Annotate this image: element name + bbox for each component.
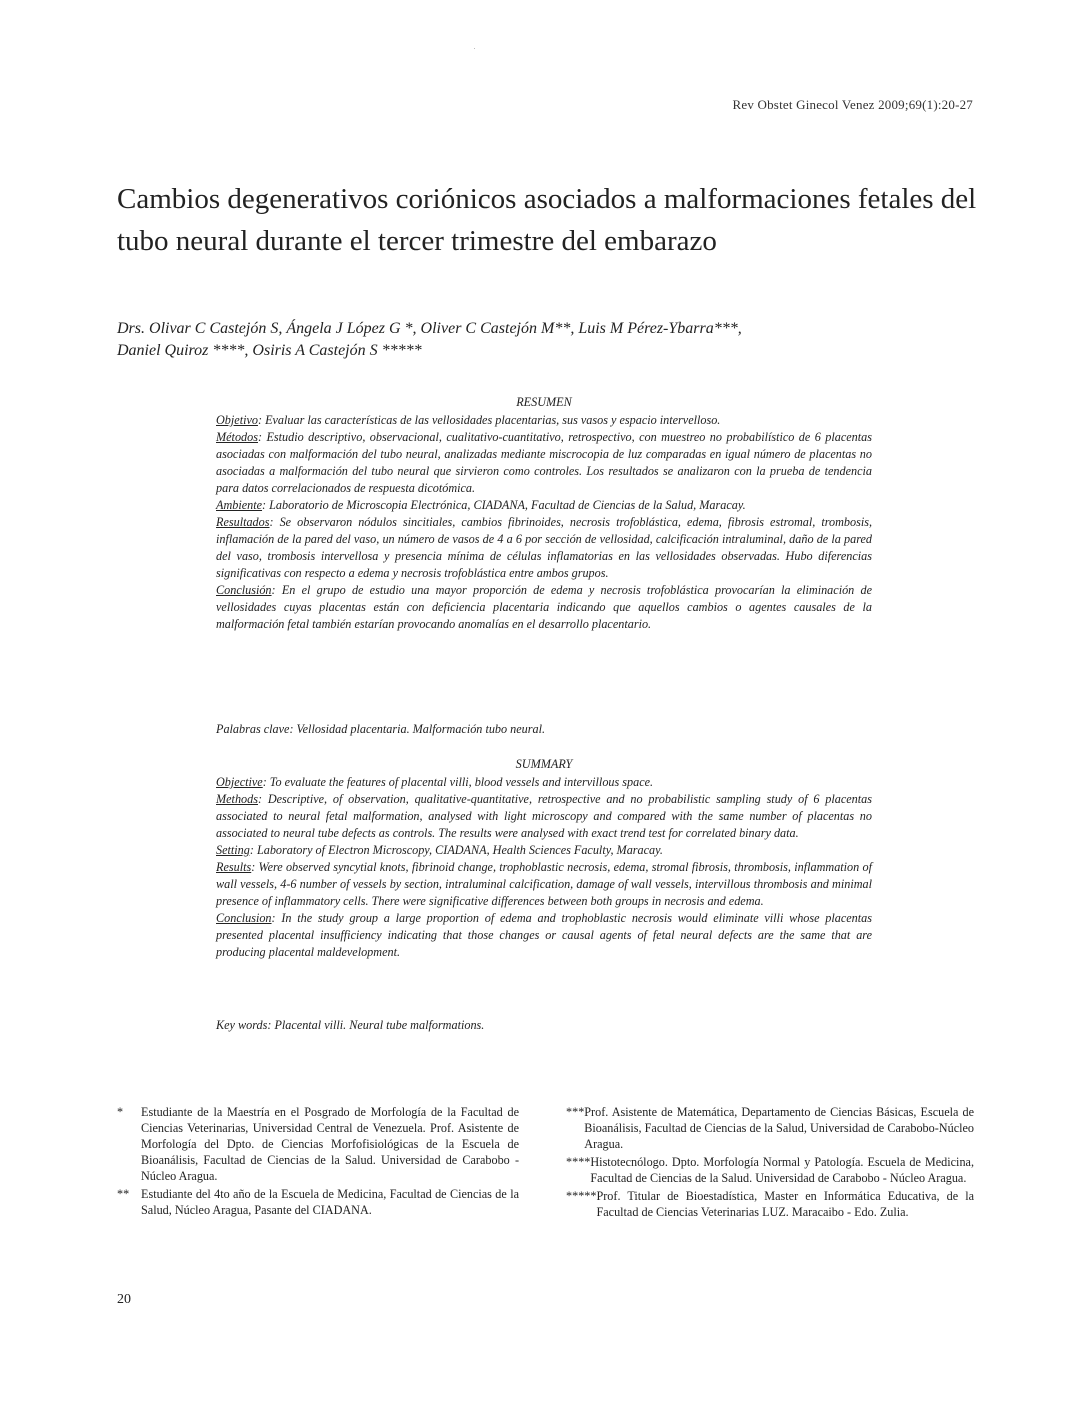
footnote-marker: ***** <box>566 1189 597 1203</box>
footnote-text: Estudiante del 4to año de la Escuela de Medicina, Facultad de Ciencias de la Salud, Núcleo Aragua, Pasante del CIADANA. <box>141 1187 519 1217</box>
resumen-metodos <box>216 429 872 497</box>
section-text: : En el grupo de estudio una mayor proporción de edema y necrosis trofoblástica provocarían la eliminación de vellosidades cuyas placentas están con deficiencia placentaria indicando que aquellos cambios o agentes causales de la malformación fetal también estarían provocando anomalías en el desarrollo placentario. <box>216 583 872 631</box>
footnote-text: Estudiante de la Maestría en el Posgrado de Morfología de la Facultad de Ciencias Veterinarias, Universidad Central de Venezuela. Prof. Asistente de Morfología del Dpto. de Ciencias Morfofisiológicas de la Escuela de Bioanálisis, Facultad de Ciencias de la Salud. Universidad de Carabobo - Núcleo Aragua. <box>141 1105 519 1183</box>
resumen-block <box>216 394 872 633</box>
resumen-objetivo <box>216 412 872 429</box>
key-words: Key words: Placental villi. Neural tube malformations. <box>216 1018 485 1032</box>
summary-heading: SUMMARY <box>515 757 573 771</box>
footnotes-left-column <box>117 1104 519 1220</box>
authors-line-1: Drs. Olivar C Castejón S, Ángela J López G *, Oliver C Castejón M**, Luis M Pérez-Ybarra***, <box>117 320 742 337</box>
summary-objective <box>216 774 872 791</box>
section-text: : Estudio descriptivo, observacional, cualitativo-cuantitativo, retrospectivo, con muestreo no probabilístico de 6 placentas asociadas con malformación del tubo neural, analizadas mediante miscrocopia de luz comparadas en igual número de placentas no asociadas a malformación del tubo neural que sirvieron como controles. Los resultados se analizaron con la prueba de tendencia para datos correlacionados de respuesta dicotómica. <box>216 430 872 495</box>
section-label: Conclusión <box>216 583 272 597</box>
section-label: Methods <box>216 792 258 806</box>
section-label: Métodos <box>216 430 258 444</box>
page-number: 20 <box>117 1292 131 1307</box>
resumen-conclusion <box>216 582 872 633</box>
section-label: Resultados <box>216 515 270 529</box>
section-label: Objetivo <box>216 413 258 427</box>
section-text: : Were observed syncytial knots, fibrinoid change, trophoblastic necrosis, edema, stromal fibrosis, thrombosis, inflammation of wall vessels, 4-6 number of vessels by section, intraluminal calcification, damage of wall vessels, intervillous thrombosis and minimal presence of inflammatory cells. There were significative differences between both groups in necrosis and edema. <box>216 860 872 908</box>
footnote <box>117 1104 519 1184</box>
summary-methods <box>216 791 872 842</box>
footnote <box>566 1188 974 1220</box>
section-label: Objective <box>216 775 263 789</box>
palabras-clave: Palabras clave: Vellosidad placentaria. Malformación tubo neural. <box>216 722 546 736</box>
footnote <box>566 1154 974 1186</box>
summary-setting <box>216 842 872 859</box>
resumen-heading: RESUMEN <box>516 395 572 409</box>
resumen-resultados <box>216 514 872 582</box>
section-label: Setting <box>216 843 250 857</box>
footnote <box>566 1104 974 1152</box>
footnote-marker: **** <box>566 1155 591 1169</box>
footnote-text: Prof. Asistente de Matemática, Departamento de Ciencias Básicas, Escuela de Bioanálisis, Facultad de Ciencias de la Salud, Universidad de Carabobo-Núcleo Aragua. <box>584 1105 974 1151</box>
footnote-text: Histotecnólogo. Dpto. Morfología Normal y Patología. Escuela de Medicina, Facultad de Ciencias de la Salud. Universidad de Carabobo - Núcleo Aragua. <box>590 1155 974 1185</box>
section-text: : Se observaron nódulos sincitiales, cambios fibrinoides, necrosis trofoblástica, edema, fibrosis estromal, trombosis, inflamación de la pared del vaso, un número de vasos de 4 a 6 por sección de vellosidad, calcificación intraluminal, daño de la pared del vaso, trombosis intervellosa y presencia mínima de células inflamatorias en las vellosidades observadas. Hubo diferencias significativas con respecto a edema y necrosis trofoblástica entre ambos grupos. <box>216 515 872 580</box>
footnote-marker: * <box>117 1105 124 1119</box>
section-text: : Descriptive, of observation, qualitative-quantitative, retrospective and no probabilistic sampling study of 6 placentas associated to neural fetal malformation, analysed with light microscopy and compared with the same number of placentas no associated to neural tube defects as controls. The results were analysed with exact trend test for correlated binary data. <box>216 792 872 840</box>
section-text: : Evaluar las características de las vellosidades placentarias, sus vasos y espacio intervelloso. <box>257 413 721 427</box>
section-text: : Laboratorio de Microscopia Electrónica, CIADANA, Facultad de Ciencias de la Salud, Maracay. <box>262 498 746 512</box>
author-list <box>117 318 997 362</box>
article-title: Cambios degenerativos coriónicos asociados a malformaciones fetales del tubo neural durante el tercer trimestre del embarazo <box>117 183 977 257</box>
authors-line-2: Daniel Quiroz ****, Osiris A Castejón S ***** <box>117 342 422 359</box>
section-label: Ambiente <box>216 498 263 512</box>
footnote-marker: ** <box>117 1187 130 1201</box>
section-text: : Laboratory of Electron Microscopy, CIADANA, Health Sciences Faculty, Maracay. <box>249 843 663 857</box>
summary-results <box>216 859 872 910</box>
footnote <box>117 1186 519 1218</box>
section-label: Results <box>216 860 252 874</box>
section-text: : In the study group a large proportion of edema and trophoblastic necrosis would eliminate villi whose placentas presented placental insufficiency indicating that those changes or causal agents of fetal neural defects are the same that are producing placental maldevelopment. <box>216 911 872 959</box>
section-text: : To evaluate the features of placental villi, blood vessels and intervillous space. <box>262 775 654 789</box>
resumen-ambiente <box>216 497 872 514</box>
summary-conclusion <box>216 910 872 961</box>
scan-dot <box>474 48 475 49</box>
journal-reference: Rev Obstet Ginecol Venez 2009;69(1):20-27 <box>732 97 973 112</box>
footnote-marker: *** <box>566 1105 585 1119</box>
footnotes-right-column <box>566 1104 974 1222</box>
summary-block <box>216 756 872 961</box>
section-label: Conclusion <box>216 911 272 925</box>
footnote-text: Prof. Titular de Bioestadística, Master en Informática Educativa, de la Facultad de Ciencias Veterinarias LUZ. Maracaibo - Edo. Zulia. <box>596 1189 974 1219</box>
